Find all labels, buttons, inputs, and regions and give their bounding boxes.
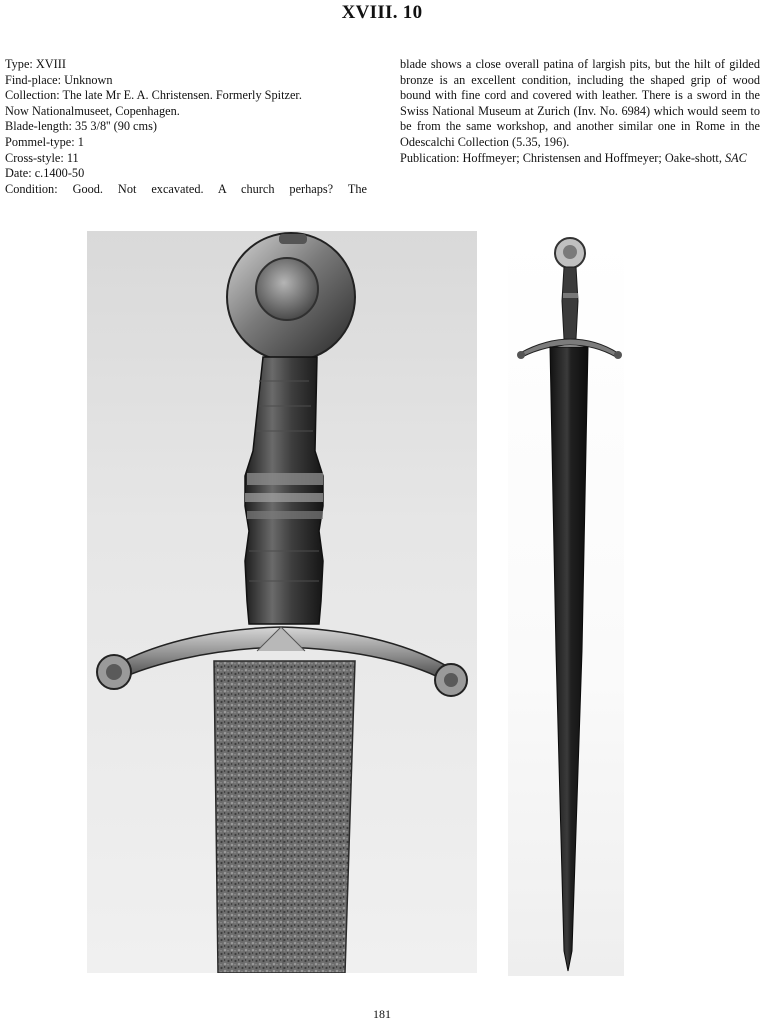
publication-line [400, 151, 760, 167]
page-title: XVIII. 10 [341, 2, 423, 23]
spec-find-place: Find-place: Unknown [5, 72, 113, 87]
sword-hilt-closeup-icon [87, 231, 477, 973]
spec-date: Date: c.1400-50 [5, 166, 85, 181]
description-paragraph: blade shows a close overall patina of largish pits, but the hilt of gilded bronze is an excellent condition, including the shaped grip of wood bound with fine cord and covered with leather. There is a sword in the Swiss National Museum at Zurich (Inv. No. 6984) which would seem to be from the same workshop, and another similar one in Rome in the Odescalchi Collection (5.35, 196). [400, 57, 760, 149]
description-column [400, 57, 760, 166]
spec-type: Type: XVIII [5, 57, 66, 71]
spec-cross-style: Cross-style: 11 [5, 150, 79, 165]
sword-full-length-icon [508, 231, 624, 976]
page-number: 181 [373, 1007, 391, 1021]
publication-text: Publication: Hoffmeyer; Christensen and Hoffmeyer; Oake-shott, [400, 150, 725, 165]
spec-collection-cont: Now Nationalmuseet, Copenhagen. [5, 103, 180, 118]
spec-pommel-type: Pommel-type: 1 [5, 134, 84, 149]
spec-collection: Collection: The late Mr E. A. Christensen. Formerly Spitzer. [5, 88, 302, 103]
spec-blade-length: Blade-length: 35 3/8'' (90 cms) [5, 119, 157, 134]
publication-italic: SAC [725, 150, 747, 165]
sword-full-length-photo [508, 231, 624, 976]
spec-condition: Condition: Good. Not excavated. A church perhaps? The [5, 181, 367, 196]
sword-hilt-closeup-photo [87, 231, 477, 973]
specs-column [5, 57, 367, 197]
